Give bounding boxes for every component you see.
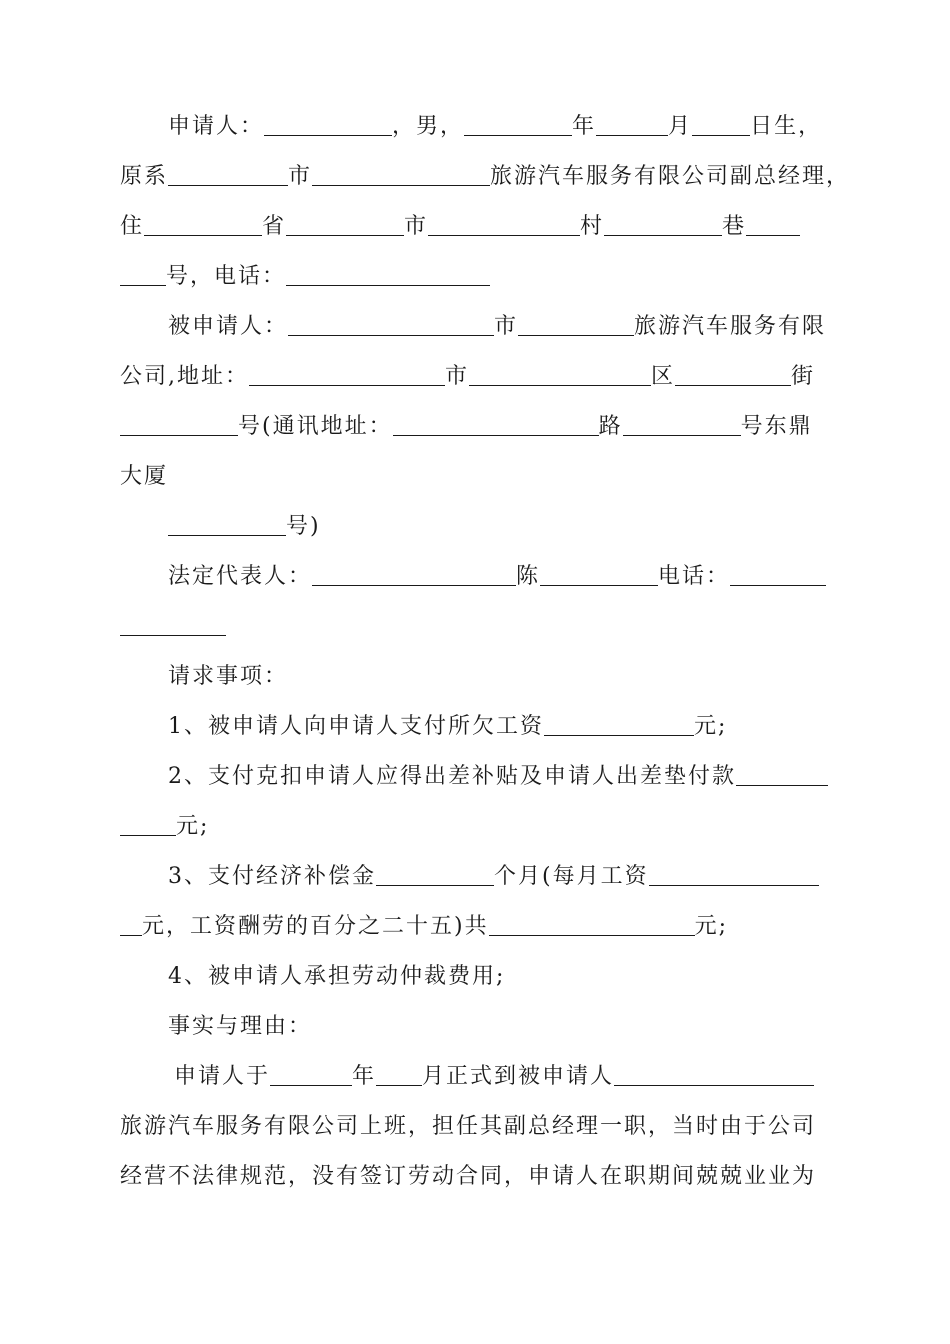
claim-1-text: 1、被申请人向申请人支付所欠工资: [168, 714, 544, 739]
street-label: 街: [791, 364, 816, 389]
applicant-name-blank: [264, 113, 392, 136]
legal-rep-phone-blank: [730, 563, 826, 586]
respondent-city-blank: [518, 313, 634, 336]
mailing-address-line: [120, 412, 832, 442]
unpaid-wage-blank: [544, 713, 694, 736]
province-label: 省: [262, 214, 287, 239]
building-line: [120, 462, 832, 492]
company-address-label: 公司,地址：: [120, 364, 249, 389]
monthly-wage-text: 个月(每月工资: [494, 864, 649, 889]
claim-3-text: 3、支付经济补偿金: [168, 864, 376, 889]
legal-rep-blank: [312, 563, 516, 586]
facts-paragraph-line-2: 旅游汽车服务有限公司上班，担任其副总经理一职，当时由于公司: [120, 1114, 817, 1139]
facts-line-2: [120, 1112, 832, 1142]
phone-label: 电话：: [658, 564, 731, 589]
year-label: 年: [352, 1064, 377, 1089]
facts-paragraph-line-3: 经营不法律规范，没有签订劳动合同，申请人在职期间兢兢业业为: [120, 1164, 817, 1189]
compensation-months-blank: [376, 863, 494, 886]
legal-rep-label: 法定代表人：: [168, 564, 313, 589]
yuan-label: 元;: [176, 814, 210, 839]
district-label: 区: [651, 364, 676, 389]
city-blank: [286, 213, 404, 236]
former-company-blank: [312, 163, 490, 186]
facts-heading-text: 事实与理由：: [168, 1014, 313, 1039]
former-position-line: [120, 162, 851, 192]
phone-continuation-line: [120, 612, 832, 642]
address-line: [120, 212, 832, 242]
province-blank: [144, 213, 262, 236]
road-number-blank: [623, 413, 741, 436]
birth-year-blank: [464, 113, 572, 136]
facts-start-text: 申请人于: [174, 1064, 271, 1089]
former-city-blank: [168, 163, 288, 186]
gender-text: ，男，: [392, 114, 465, 139]
claim-3-total-text: 元，工资酬劳的百分之二十五)共: [142, 914, 489, 939]
phone-blank: [286, 263, 490, 286]
road-label: 路: [598, 414, 623, 439]
claim-4-text: 4、被申请人承担劳动仲裁费用;: [168, 964, 506, 989]
year-label: 年: [572, 114, 597, 139]
residence-label: 住: [120, 214, 145, 239]
company-address-line: [120, 362, 832, 392]
legal-rep-phone-blank-cont: [120, 613, 226, 636]
birth-month-blank: [596, 113, 668, 136]
street-blank: [675, 363, 791, 386]
number-blank-b: [120, 263, 166, 286]
applicant-line: [168, 112, 832, 142]
city-label: 市: [404, 214, 429, 239]
building-label: 号东鼎: [740, 414, 813, 439]
birth-day-blank: [692, 113, 750, 136]
respondent-line: [168, 312, 832, 342]
travel-allowance-blank: [736, 763, 828, 786]
legal-rep-line: [168, 562, 832, 592]
number-phone-label: 号，电话：: [166, 264, 287, 289]
village-blank: [428, 213, 580, 236]
number-blank-a: [746, 213, 800, 236]
respondent-company-text: 旅游汽车服务有限: [634, 314, 827, 339]
claim-2-continuation: [120, 812, 832, 842]
claim-2-text: 2、支付克扣申请人应得出差补贴及申请人出差垫付款: [168, 764, 736, 789]
mailing-address-label: 号(通讯地址：: [238, 414, 393, 439]
city-label: 市: [288, 164, 313, 189]
birthday-label: 日生，: [750, 114, 823, 139]
monthly-wage-blank: [649, 863, 819, 886]
city-label: 市: [445, 364, 470, 389]
surname-text: 陈: [516, 564, 541, 589]
compensation-total-blank: [489, 913, 695, 936]
claims-heading-text: 请求事项：: [168, 664, 289, 689]
employer-name-blank: [614, 1063, 814, 1086]
claim-3: [168, 862, 832, 892]
lane-label: 巷: [722, 214, 747, 239]
facts-employer-text: 月正式到被申请人: [422, 1064, 615, 1089]
district-blank: [469, 363, 651, 386]
month-label: 月: [668, 114, 693, 139]
respondent-name-blank: [288, 313, 494, 336]
room-line: [168, 512, 832, 542]
travel-allowance-blank-cont: [120, 813, 176, 836]
claims-heading: [168, 662, 832, 692]
former-label: 原系: [120, 164, 169, 189]
monthly-wage-blank-cont: [120, 913, 142, 936]
claim-4: [168, 962, 832, 992]
village-label: 村: [580, 214, 605, 239]
lane-blank: [604, 213, 722, 236]
claim-2: [168, 762, 832, 792]
phone-line: [120, 262, 832, 292]
city-label: 市: [494, 314, 519, 339]
road-blank: [393, 413, 599, 436]
address-blank: [249, 363, 445, 386]
claim-1: [168, 712, 832, 742]
room-blank: [168, 513, 286, 536]
former-company-text: 旅游汽车服务有限公司副总经理，: [490, 164, 851, 189]
yuan-label: 元;: [694, 714, 728, 739]
legal-rep-name-blank: [540, 563, 658, 586]
start-year-blank: [270, 1063, 352, 1086]
street-number-blank: [120, 413, 238, 436]
building-suffix: 大厦: [120, 464, 169, 489]
facts-line-3: [120, 1162, 832, 1192]
applicant-label: 申请人：: [168, 114, 265, 139]
facts-heading: [168, 1012, 832, 1042]
room-label: 号): [286, 514, 321, 539]
claim-3-continuation: [120, 912, 832, 942]
facts-line-1: [174, 1062, 832, 1092]
start-month-blank: [376, 1063, 422, 1086]
yuan-label: 元;: [694, 914, 729, 939]
respondent-label: 被申请人：: [168, 314, 289, 339]
